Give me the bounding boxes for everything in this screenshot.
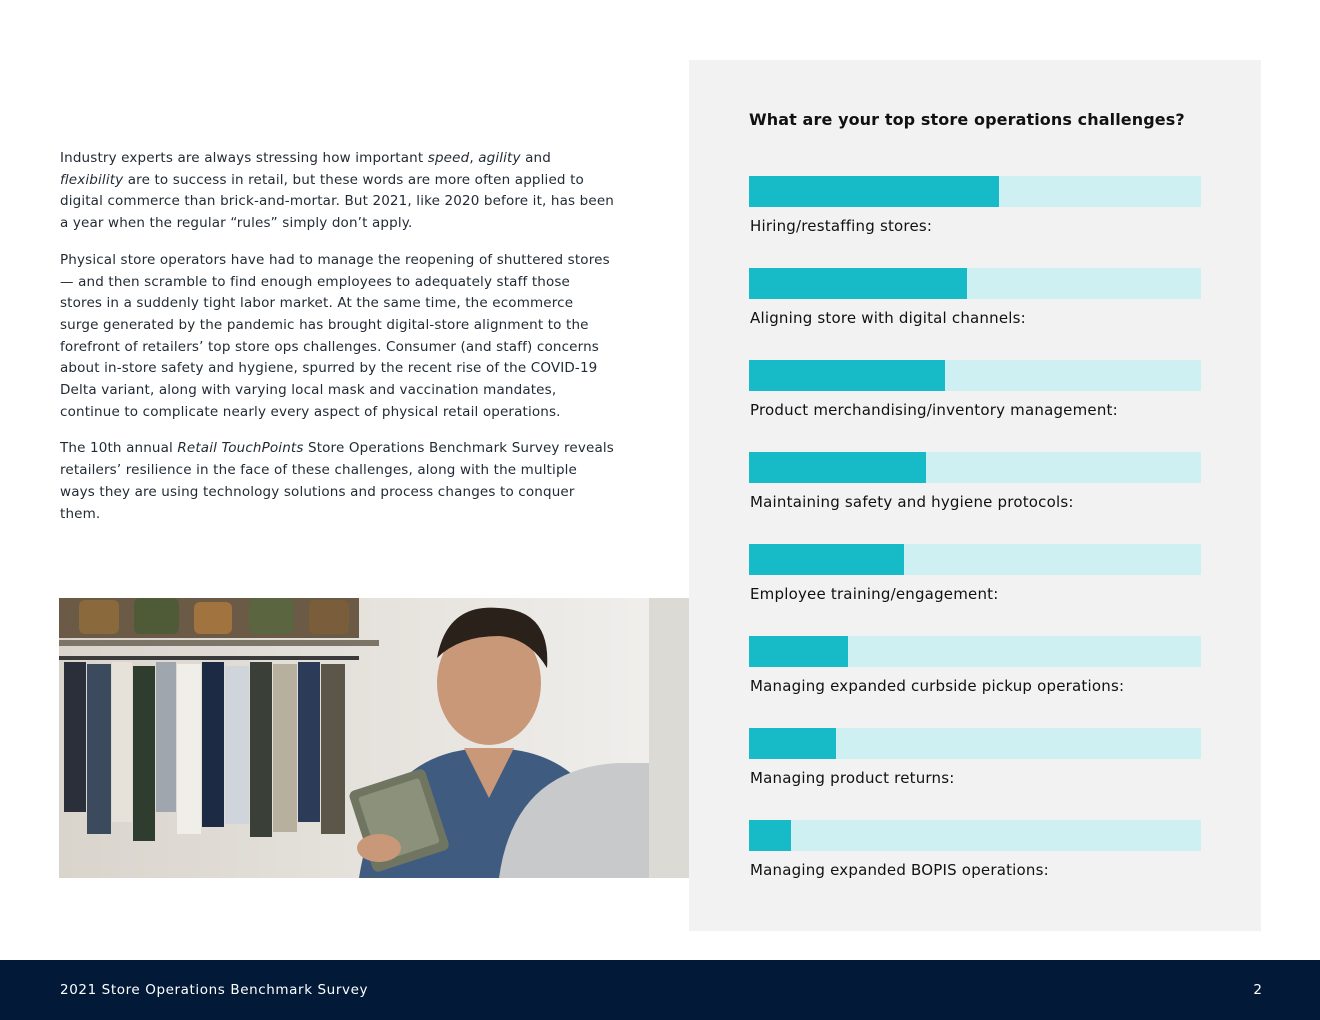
bar-group (749, 360, 1201, 419)
bar-track (749, 544, 1201, 575)
intro-paragraph-1 (60, 148, 616, 235)
emphasis-flexibility: flexibility (60, 171, 124, 188)
bar-group (749, 728, 1201, 787)
page-footer (0, 960, 1320, 1020)
bar-label: Managing expanded BOPIS operations: (750, 861, 1049, 879)
bar (749, 452, 926, 483)
bar-label: Product merchandising/inventory management: (750, 401, 1118, 419)
bar-label: Hiring/restaffing stores: (750, 217, 933, 235)
intro-paragraph-3 (60, 438, 616, 525)
bar (749, 636, 848, 667)
bar (749, 360, 945, 391)
bar (749, 176, 999, 207)
challenges-chart-panel (689, 60, 1261, 931)
bar-label: Employee training/engagement: (750, 585, 999, 603)
text: , (469, 150, 479, 166)
intro-text (60, 148, 616, 540)
chart-title: What are your top store operations challenges? (749, 110, 1185, 129)
emphasis-agility: agility (478, 150, 521, 166)
bar-label: Managing expanded curbside pickup operations: (750, 677, 1125, 695)
footer-title: 2021 Store Operations Benchmark Survey (60, 982, 369, 998)
bar-track (749, 176, 1201, 207)
store-photo (59, 598, 689, 878)
bar-group (749, 544, 1201, 603)
text: Industry experts are always stressing how important (60, 150, 428, 166)
bar-group (749, 636, 1201, 695)
retail-worker-with-tablet-illustration (59, 598, 689, 878)
bar-label: Managing product returns: (750, 769, 955, 787)
emphasis-publication: Retail TouchPoints (177, 440, 304, 457)
bar-label: Aligning store with digital channels: (750, 309, 1026, 327)
text: and (520, 150, 551, 166)
bar-label: Maintaining safety and hygiene protocols: (750, 493, 1074, 511)
bar-track (749, 452, 1201, 483)
emphasis-speed: speed (427, 150, 470, 166)
bar (749, 268, 967, 299)
bar-track (749, 360, 1201, 391)
bar (749, 820, 791, 851)
text: The 10th annual (60, 440, 178, 457)
page-number: 2 (1253, 982, 1262, 998)
bar (749, 544, 904, 575)
bar (749, 728, 836, 759)
text: are to success in retail, but these words are more often applied to digital commerce than brick-and-mortar. But 2021, like 2020 before it, has been a year when the regular “rules” simply don’t apply. (60, 171, 614, 232)
bar-group (749, 268, 1201, 327)
bar-track (749, 268, 1201, 299)
bar-group (749, 820, 1201, 879)
intro-paragraph-2: Physical store operators have had to manage the reopening of shuttered stores — and then scramble to find enough employees to adequately staff those stores in a suddenly tight labor market. At the same time, the ecommerce surge generated by the pandemic has brought digital-store alignment to the forefront of retailers’ top store ops challenges. Consumer (and staff) concerns about in-store safety and hygiene, spurred by the recent rise of the COVID-19 Delta variant, along with varying local mask and vaccination mandates, continue to complicate nearly every aspect of physical retail operations. (60, 251, 610, 420)
bar-track (749, 820, 1201, 851)
bar-group (749, 176, 1201, 235)
bar-group (749, 452, 1201, 511)
bar-track (749, 728, 1201, 759)
bar-track (749, 636, 1201, 667)
text: Store Operations Benchmark Survey reveals retailers’ resilience in the face of these challenges, along with the multiple ways they are using technology solutions and process changes to conquer them. (60, 440, 614, 522)
